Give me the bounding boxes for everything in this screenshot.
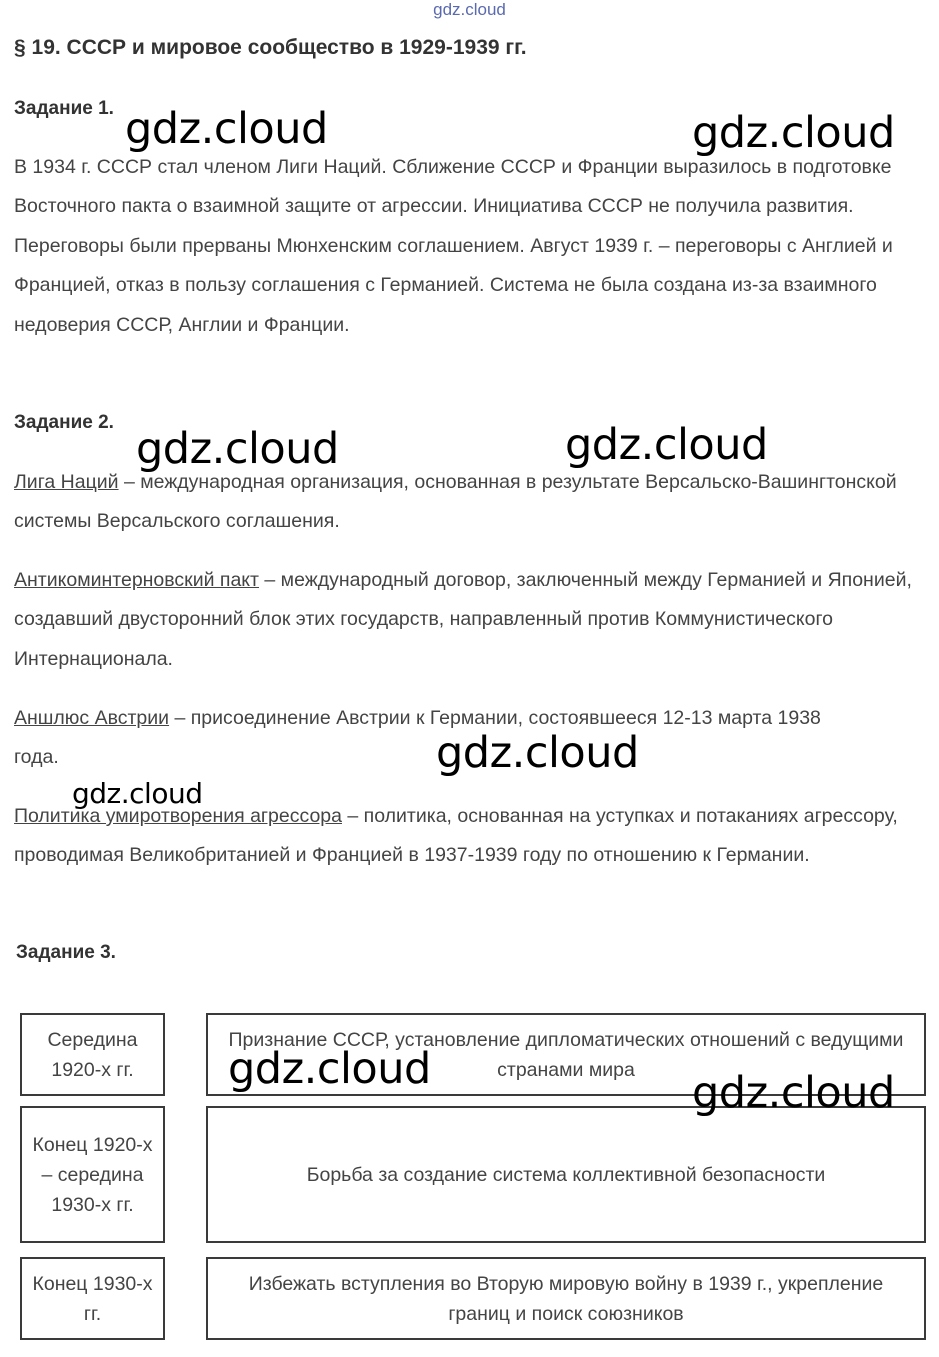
description-label: Признание СССР, установление дипломатических отношений с ведущими странами мира (228, 1028, 904, 1081)
watermark: gdz.cloud (72, 777, 203, 810)
watermark: gdz.cloud (125, 104, 328, 154)
period-cell (20, 1106, 165, 1243)
watermark: gdz.cloud (228, 1044, 431, 1094)
term-name: Аншлюс Австрии (14, 707, 170, 729)
term-definition: – присоединение Австрии к Германии, состоявшееся 12-13 марта 1938 года. (14, 707, 821, 769)
page-title: § 19. СССР и мировое сообщество в 1929-1939 гг. (14, 36, 527, 59)
description-cell (206, 1106, 926, 1243)
description-cell (206, 1257, 926, 1340)
task2-heading: Задание 2. (14, 412, 114, 433)
term-definition: – международный договор, заключенный между Германией и Японией, создавший двусторонний блок этих государств, направленный против Коммунистического Интернационала. (14, 569, 912, 670)
watermark: gdz.cloud (436, 728, 639, 778)
watermark: gdz.cloud (136, 424, 339, 474)
period-cell (20, 1013, 165, 1096)
term-entry (14, 463, 914, 542)
period-label: Конец 1930-х гг. (32, 1272, 153, 1325)
term-definition: – политика, основанная на уступках и потаканиях агрессору, проводимая Великобританией и Францией в 1937-1939 году по отношению к Германии. (14, 805, 898, 867)
watermark: gdz.cloud (692, 108, 895, 158)
term-name: Лига Наций (14, 471, 119, 493)
term-name: Политика умиротворения агрессора (14, 805, 342, 827)
watermark: gdz.cloud (692, 1068, 895, 1118)
description-label: Избежать вступления во Вторую мировую войну в 1939 г., укрепление границ и поиск союзников (248, 1272, 884, 1325)
period-cell (20, 1257, 165, 1340)
term-entry (14, 699, 834, 778)
term-entry (14, 561, 914, 679)
watermark: gdz.cloud (565, 420, 768, 470)
description-label: Борьба за создание система коллективной безопасности (306, 1163, 826, 1186)
term-definition: – международная организация, основанная в результате Версальско-Вашингтонской системы Версальского соглашения. (14, 471, 897, 533)
period-label: Конец 1920-х – середина 1930-х гг. (32, 1133, 153, 1216)
task1-heading: Задание 1. (14, 98, 114, 119)
task3-heading: Задание 3. (16, 942, 116, 963)
top-watermark: gdz.cloud (433, 0, 506, 19)
task1-text: В 1934 г. СССР стал членом Лиги Наций. Сближение СССР и Франции выразилось в подготовке Восточного пакта о взаимной защите от агрессии. Инициатива СССР не получила развития. Переговоры были прерваны Мюнхенским соглашением. Август 1939 г. – переговоры с Англией и Францией, отказ в пользу соглашения с Германией. Система не была создана из-за взаимного недоверия СССР, Англии и Франции. (14, 156, 893, 336)
period-label: Середина 1920-х гг. (47, 1028, 138, 1081)
term-name: Антикоминтерновский пакт (14, 569, 259, 591)
